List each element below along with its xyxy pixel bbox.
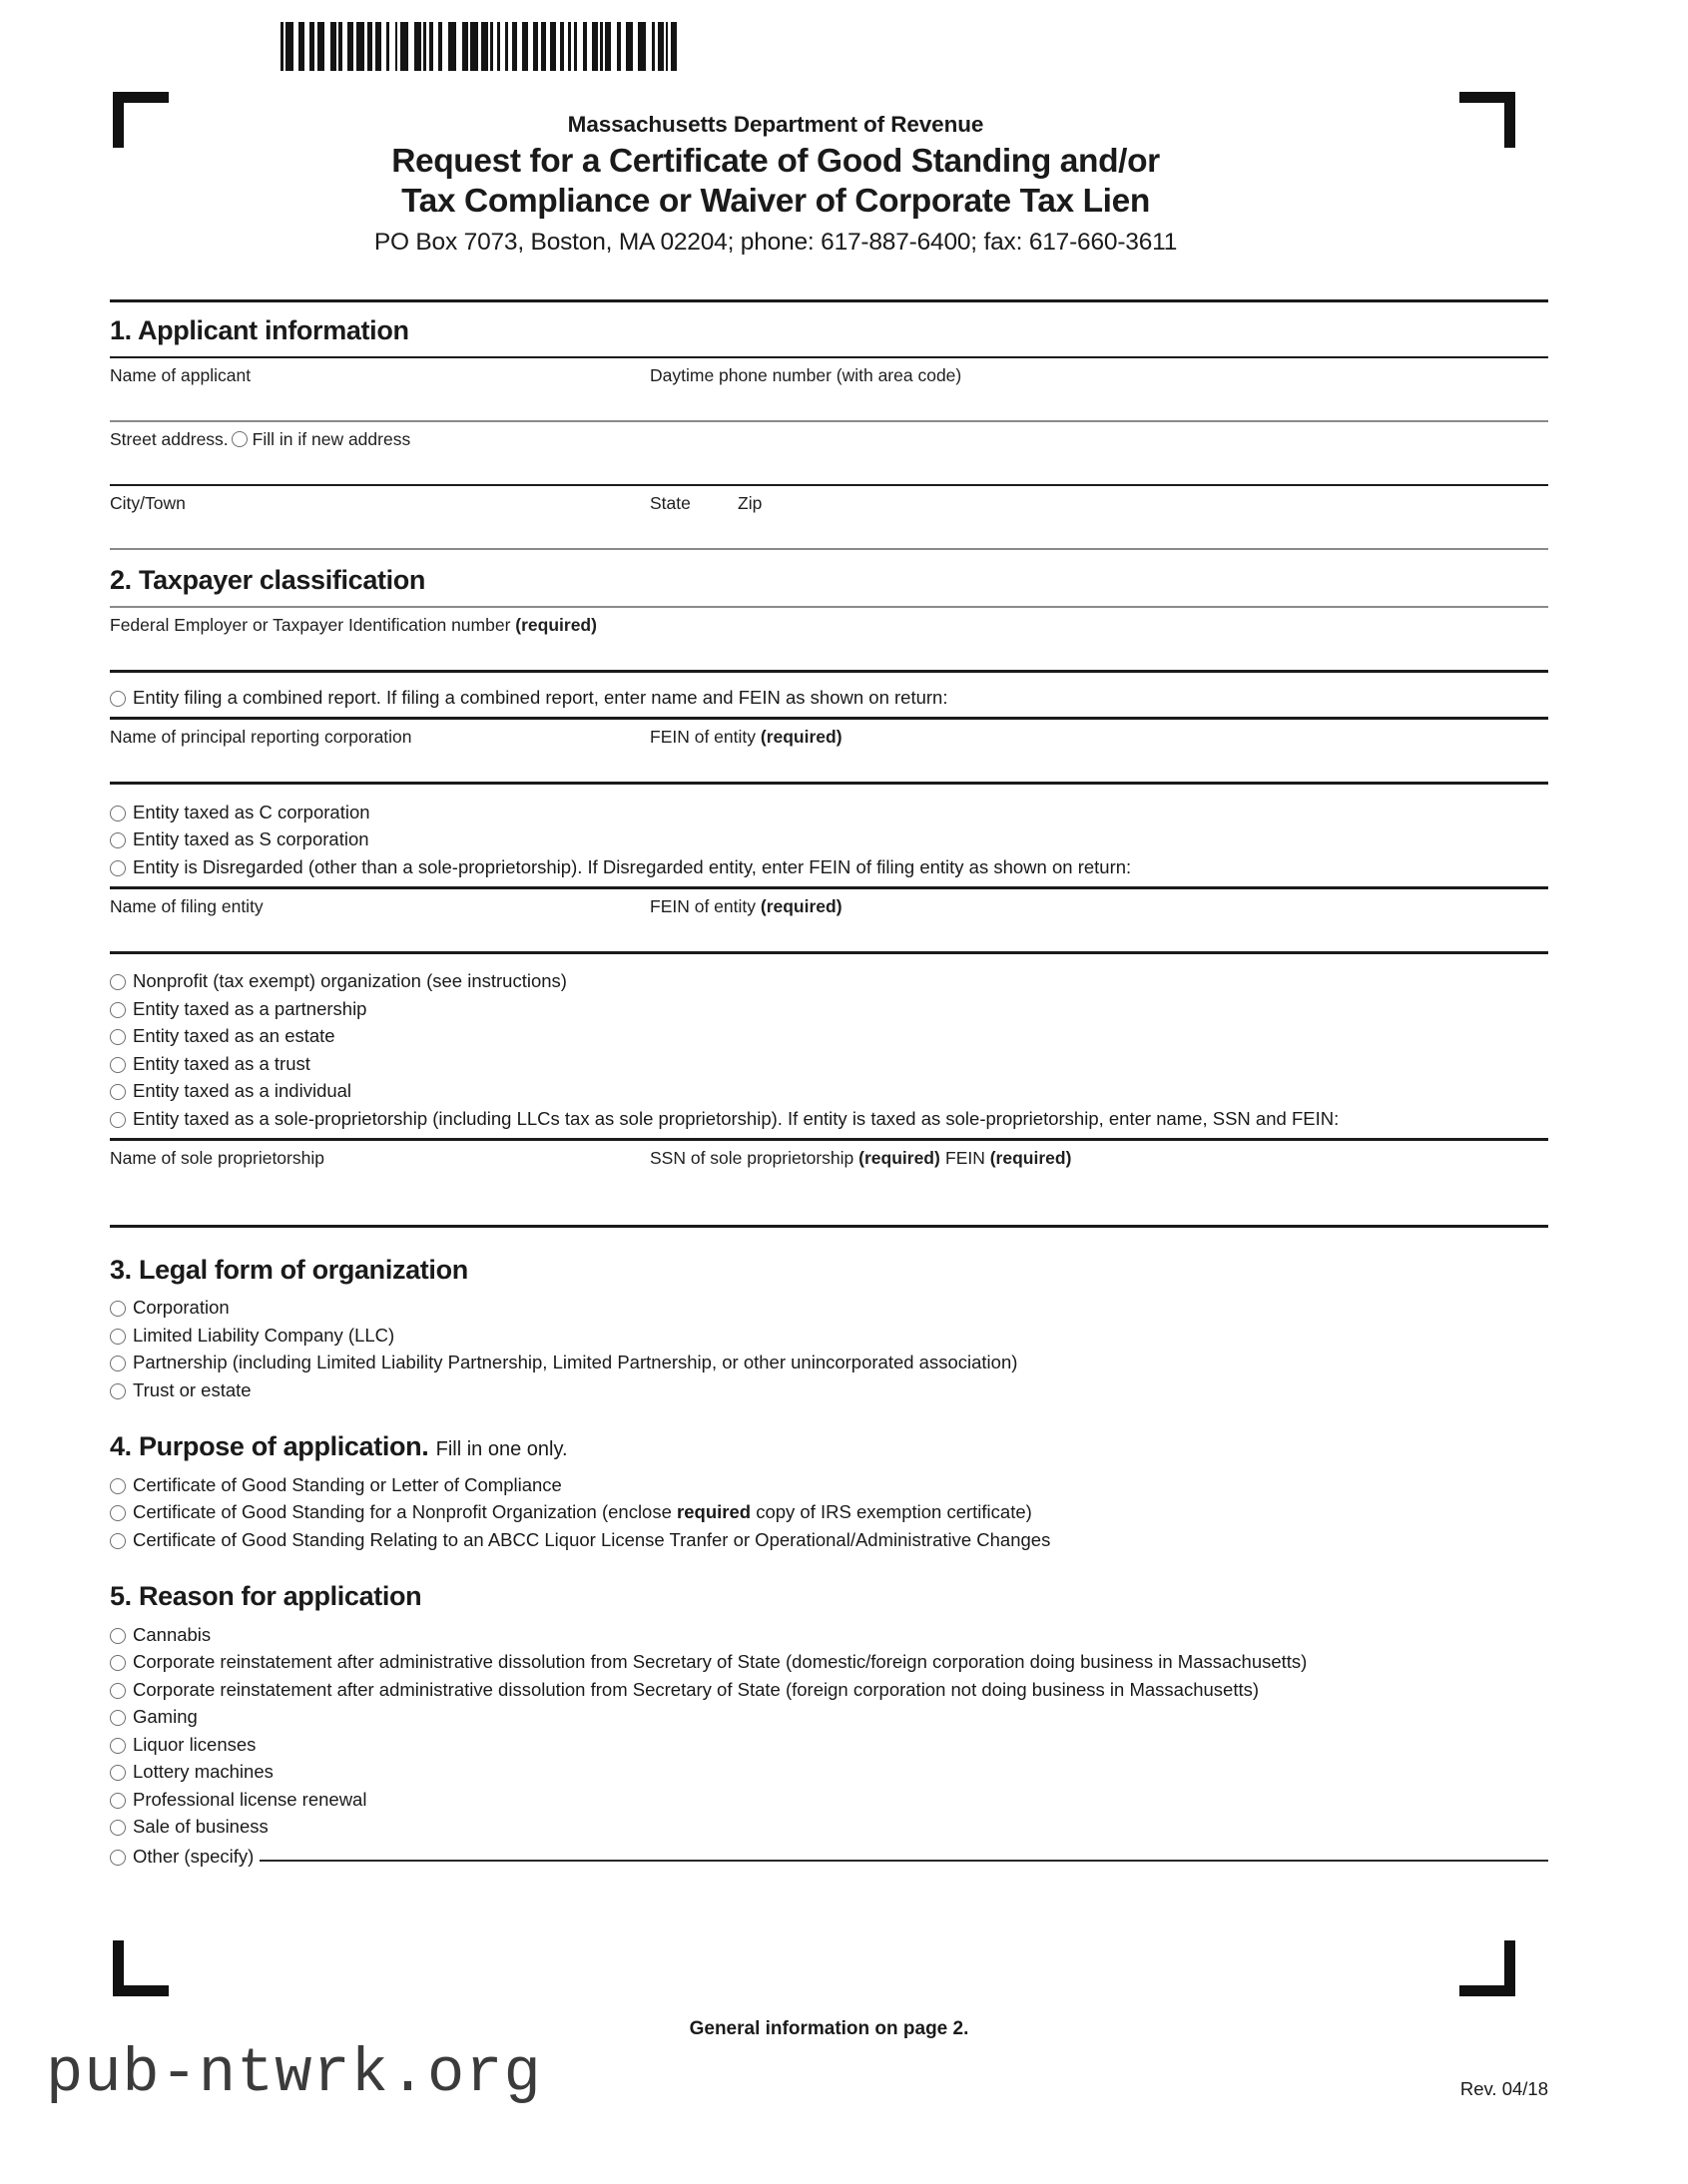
- option-reason-sale-of-business-label: Sale of business: [133, 1816, 269, 1838]
- name-of-applicant-label: Name of applicant: [110, 365, 252, 386]
- option-legal-corporation[interactable]: [110, 1295, 1548, 1323]
- option-legal-llc[interactable]: [110, 1322, 1548, 1350]
- option-reason-cannabis[interactable]: [110, 1621, 1548, 1649]
- radio-reason-gaming[interactable]: [110, 1710, 126, 1726]
- radio-nonprofit[interactable]: [110, 974, 126, 990]
- radio-disregarded-entity[interactable]: [110, 860, 126, 876]
- option-purpose-good-standing[interactable]: [110, 1471, 1548, 1499]
- fein-required-tag: (required): [515, 614, 597, 635]
- name-of-sole-proprietorship-label: Name of sole proprietorship: [110, 1147, 324, 1168]
- option-purpose-good-standing-label: Certificate of Good Standing or Letter of Compliance: [133, 1473, 562, 1495]
- fein-sole-prop-label: FEIN (required): [945, 1147, 1072, 1168]
- option-purpose-nonprofit[interactable]: [110, 1499, 1548, 1527]
- radio-purpose-nonprofit[interactable]: [110, 1505, 126, 1521]
- radio-reason-other[interactable]: [110, 1850, 126, 1866]
- option-sole-proprietorship[interactable]: [110, 1105, 1548, 1133]
- option-reason-reinstatement-domestic-label: Corporate reinstatement after administrative dissolution from Secretary of State (domestic/foreign corporation doing business in Massachusetts): [133, 1651, 1308, 1673]
- option-reason-gaming-label: Gaming: [133, 1706, 198, 1728]
- fein-of-entity-required-tag: (required): [760, 727, 843, 748]
- option-reason-reinstatement-foreign-label: Corporate reinstatement after administrative dissolution from Secretary of State (foreign corporation not doing business in Massachusetts): [133, 1678, 1260, 1700]
- radio-sole-proprietorship[interactable]: [110, 1112, 126, 1128]
- fein-of-entity-2-required-tag: (required): [760, 895, 843, 916]
- city-state-zip-row: [110, 486, 1548, 548]
- radio-purpose-abcc[interactable]: [110, 1533, 126, 1549]
- ssn-required-tag: (required): [858, 1147, 940, 1168]
- option-partnership[interactable]: [110, 995, 1548, 1023]
- form-title: [110, 142, 1441, 221]
- option-s-corporation-label: Entity taxed as S corporation: [133, 828, 369, 850]
- option-reason-professional-license-renewal-label: Professional license renewal: [133, 1788, 367, 1810]
- ssn-of-sole-proprietorship-label: SSN of sole proprietorship (required): [650, 1147, 940, 1168]
- option-purpose-abcc[interactable]: [110, 1526, 1548, 1554]
- section-4-heading-main: 4. Purpose of application.: [110, 1430, 429, 1461]
- radio-reason-reinstatement-foreign[interactable]: [110, 1683, 126, 1699]
- option-partnership-label: Entity taxed as a partnership: [133, 997, 367, 1019]
- agency-name: Massachusetts Department of Revenue: [567, 112, 984, 137]
- radio-reason-professional-license-renewal[interactable]: [110, 1793, 126, 1809]
- option-individual-label: Entity taxed as a individual: [133, 1080, 352, 1102]
- form-title-line2: Tax Compliance or Waiver of Corporate Tax Lien: [401, 182, 1150, 220]
- other-specify-input[interactable]: [260, 1860, 1548, 1862]
- radio-reason-liquor-licenses[interactable]: [110, 1738, 126, 1754]
- option-estate[interactable]: [110, 1023, 1548, 1051]
- radio-reason-reinstatement-domestic[interactable]: [110, 1655, 126, 1671]
- radio-legal-corporation[interactable]: [110, 1301, 126, 1317]
- filing-entity-row: [110, 889, 1548, 951]
- option-s-corporation[interactable]: [110, 826, 1548, 854]
- option-reason-cannabis-label: Cannabis: [133, 1623, 212, 1645]
- option-reason-reinstatement-foreign[interactable]: [110, 1676, 1548, 1704]
- new-address-radio[interactable]: [232, 431, 248, 447]
- radio-legal-llc[interactable]: [110, 1329, 126, 1345]
- barcode: [281, 22, 680, 71]
- applicant-name-phone-row: [110, 358, 1548, 420]
- fein-caption-row: [110, 608, 1548, 670]
- fein-of-entity-label: FEIN of entity (required): [650, 727, 843, 748]
- option-reason-sale-of-business[interactable]: [110, 1814, 1548, 1842]
- watermark: pub-ntwrk.org: [46, 2038, 542, 2109]
- radio-partnership[interactable]: [110, 1002, 126, 1018]
- option-reason-other-label: Other (specify): [133, 1845, 255, 1867]
- option-individual[interactable]: [110, 1078, 1548, 1106]
- form-title-line1: Request for a Certificate of Good Standing and/or: [391, 143, 1160, 180]
- form-body: [110, 299, 1548, 1872]
- fein-sole-prop-required-tag: (required): [989, 1147, 1072, 1168]
- radio-legal-partnership[interactable]: [110, 1356, 126, 1371]
- option-sole-proprietorship-label: Entity taxed as a sole-proprietorship (including LLCs tax as sole proprietorship). If entity is taxed as sole-proprietorship, enter name, SSN and FEIN:: [133, 1107, 1340, 1129]
- option-reason-liquor-licenses[interactable]: [110, 1731, 1548, 1759]
- option-c-corporation-label: Entity taxed as C corporation: [133, 801, 370, 822]
- street-address-row: [110, 422, 1548, 484]
- radio-c-corporation[interactable]: [110, 806, 126, 821]
- radio-reason-lottery-machines[interactable]: [110, 1765, 126, 1781]
- option-disregarded-entity[interactable]: [110, 853, 1548, 881]
- section-5-heading: 5. Reason for application: [110, 1580, 422, 1611]
- state-label: State: [650, 492, 691, 513]
- revision-label: Rev. 04/18: [1459, 2078, 1548, 2099]
- name-of-principal-reporting-corporation-label: Name of principal reporting corporation: [110, 727, 412, 748]
- zip-label: Zip: [738, 492, 763, 513]
- purpose-nonprofit-required-tag: required: [677, 1501, 752, 1523]
- form-header: [110, 112, 1441, 259]
- option-reason-lottery-machines[interactable]: [110, 1759, 1548, 1787]
- radio-trust[interactable]: [110, 1057, 126, 1073]
- option-nonprofit[interactable]: [110, 968, 1548, 996]
- option-legal-llc-label: Limited Liability Company (LLC): [133, 1324, 395, 1346]
- radio-purpose-good-standing[interactable]: [110, 1478, 126, 1494]
- fein-label: Federal Employer or Taxpayer Identification number (required): [110, 614, 597, 635]
- radio-combined-report[interactable]: [110, 691, 126, 707]
- option-purpose-abcc-label: Certificate of Good Standing Relating to an ABCC Liquor License Tranfer or Operational/Administrative Changes: [133, 1528, 1051, 1550]
- option-legal-partnership-label: Partnership (including Limited Liability Partnership, Limited Partnership, or other unincorporated association): [133, 1352, 1018, 1373]
- radio-legal-trust-estate[interactable]: [110, 1383, 126, 1399]
- street-address-group: [110, 429, 410, 450]
- option-disregarded-entity-label: Entity is Disregarded (other than a sole-proprietorship). If Disregarded entity, enter FEIN of filing entity as shown on return:: [133, 855, 1132, 877]
- fein-of-entity-2-label: FEIN of entity (required): [650, 895, 843, 916]
- option-legal-partnership[interactable]: [110, 1350, 1548, 1377]
- radio-estate[interactable]: [110, 1029, 126, 1045]
- option-reason-reinstatement-domestic[interactable]: [110, 1649, 1548, 1677]
- street-address-label: Street address.: [110, 428, 229, 449]
- section-3-heading: 3. Legal form of organization: [110, 1254, 468, 1285]
- section-2-heading: 2. Taxpayer classification: [110, 564, 426, 595]
- option-reason-liquor-licenses-label: Liquor licenses: [133, 1733, 257, 1755]
- option-purpose-nonprofit-label: Certificate of Good Standing for a Nonprofit Organization (enclose required copy of IRS exemption certificate): [133, 1501, 1032, 1523]
- name-of-filing-entity-label: Name of filing entity: [110, 895, 264, 916]
- option-legal-corporation-label: Corporation: [133, 1297, 230, 1319]
- radio-reason-sale-of-business[interactable]: [110, 1820, 126, 1836]
- option-c-corporation[interactable]: [110, 799, 1548, 826]
- agency-address-line: PO Box 7073, Boston, MA 02204; phone: 617-887-6400; fax: 617-660-3611: [373, 229, 1178, 257]
- option-reason-lottery-machines-label: Lottery machines: [133, 1761, 274, 1783]
- radio-reason-cannabis[interactable]: [110, 1628, 126, 1644]
- option-trust-label: Entity taxed as a trust: [133, 1052, 310, 1074]
- principal-corp-row: [110, 720, 1548, 782]
- option-trust[interactable]: [110, 1050, 1548, 1078]
- option-combined-report-label: Entity filing a combined report. If filing a combined report, enter name and FEIN as shown on return:: [133, 687, 948, 709]
- option-nonprofit-label: Nonprofit (tax exempt) organization (see instructions): [133, 970, 567, 992]
- sole-proprietorship-row: [110, 1141, 1548, 1203]
- city-town-label: City/Town: [110, 492, 186, 513]
- general-information-note: General information on page 2.: [689, 2018, 969, 2039]
- option-combined-report[interactable]: [110, 685, 1548, 713]
- option-reason-professional-license-renewal[interactable]: [110, 1786, 1548, 1814]
- option-estate-label: Entity taxed as an estate: [133, 1025, 335, 1047]
- fill-in-if-new-address-label: Fill in if new address: [252, 428, 411, 449]
- radio-individual[interactable]: [110, 1084, 126, 1100]
- option-legal-trust-estate[interactable]: [110, 1376, 1548, 1404]
- section-4-heading: [110, 1430, 1548, 1462]
- option-legal-trust-estate-label: Trust or estate: [133, 1378, 252, 1400]
- radio-s-corporation[interactable]: [110, 832, 126, 848]
- daytime-phone-label: Daytime phone number (with area code): [650, 365, 962, 386]
- section-4-subheading: Fill in one only.: [435, 1437, 568, 1460]
- section-1-heading: 1. Applicant information: [110, 315, 409, 345]
- option-reason-gaming[interactable]: [110, 1704, 1548, 1732]
- option-reason-other[interactable]: [110, 1841, 1548, 1872]
